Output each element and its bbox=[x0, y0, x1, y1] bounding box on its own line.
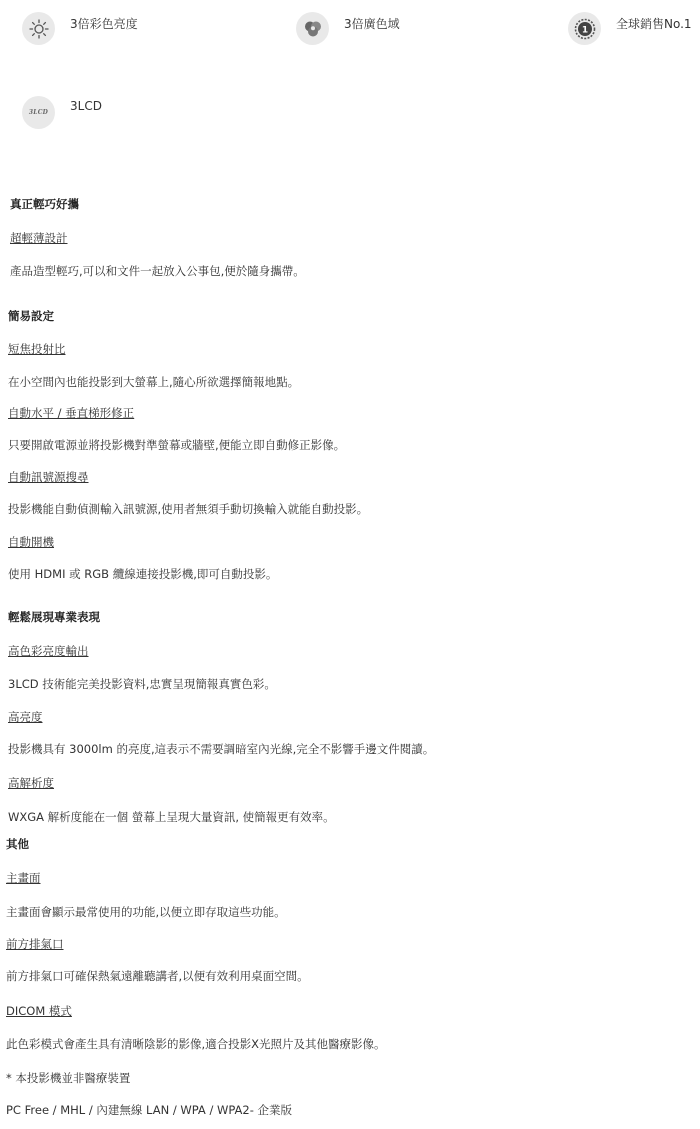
item-subtitle: 高亮度 bbox=[8, 710, 43, 724]
feature-label: 3LCD bbox=[70, 99, 102, 113]
number-one-badge-icon bbox=[568, 12, 601, 45]
section-title: 真正輕巧好攜 bbox=[10, 197, 79, 211]
section-title: 簡易設定 bbox=[8, 309, 54, 323]
item-description: 只要開啟電源並將投影機對準螢幕或牆壁,便能立即自動修正影像。 bbox=[8, 438, 346, 452]
feature-label: 3倍廣色域 bbox=[344, 17, 400, 31]
item-description: 投影機具有 3000lm 的亮度,這表示不需要調暗室內光線,完全不影響手邊文件閱讀。 bbox=[8, 742, 435, 756]
item-description: 產品造型輕巧,可以和文件一起放入公事包,便於隨身攜帶。 bbox=[10, 264, 305, 278]
feature-color-gamut bbox=[296, 12, 400, 45]
feature-global-sales bbox=[568, 12, 692, 45]
item-subtitle: 高色彩亮度輸出 bbox=[8, 644, 89, 658]
item-description: 此色彩模式會產生具有清晰陰影的影像,適合投影X光照片及其他醫療影像。 bbox=[6, 1037, 386, 1051]
item-description: 前方排氣口可確保熱氣遠離聽講者,以便有效利用桌面空間。 bbox=[6, 969, 309, 983]
3lcd-logo-text: 3LCD bbox=[28, 109, 49, 116]
item-subtitle: 主畫面 bbox=[6, 871, 41, 885]
item-subtitle: 高解析度 bbox=[8, 776, 54, 790]
feature-label: 3倍彩色亮度 bbox=[70, 17, 138, 31]
item-subtitle: 自動水平 / 垂直梯形修正 bbox=[8, 406, 135, 420]
color-gamut-icon bbox=[296, 12, 329, 45]
footnote: * 本投影機並非醫療裝置 bbox=[6, 1071, 131, 1085]
3lcd-logo-icon bbox=[22, 96, 55, 129]
item-description: 主畫面會顯示最常使用的功能,以便立即存取這些功能。 bbox=[6, 905, 286, 919]
item-description: 3LCD 技術能完美投影資料,忠實呈現簡報真實色彩。 bbox=[8, 677, 276, 691]
item-description: 在小空間內也能投影到大螢幕上,隨心所欲選擇簡報地點。 bbox=[8, 375, 300, 389]
item-subtitle: 自動訊號源搜尋 bbox=[8, 470, 89, 484]
svg-text:1: 1 bbox=[581, 25, 588, 35]
feature-label: 全球銷售No.1 bbox=[616, 17, 692, 31]
feature-color-brightness bbox=[22, 12, 138, 45]
section-title: 輕鬆展現專業表現 bbox=[8, 610, 100, 624]
extra-features-text: PC Free / MHL / 內建無線 LAN / WPA / WPA2- 企業版 bbox=[6, 1103, 293, 1117]
item-subtitle: 短焦投射比 bbox=[8, 342, 66, 356]
feature-3lcd bbox=[22, 96, 102, 129]
item-description: 使用 HDMI 或 RGB 纜線連接投影機,即可自動投影。 bbox=[8, 567, 278, 581]
item-description: 投影機能自動偵測輸入訊號源,使用者無須手動切換輸入就能自動投影。 bbox=[8, 502, 369, 516]
item-subtitle: 前方排氣口 bbox=[6, 937, 64, 951]
item-subtitle: DICOM 模式 bbox=[6, 1004, 72, 1018]
item-description: WXGA 解析度能在一個 螢幕上呈現大量資訊, 使簡報更有效率。 bbox=[8, 810, 335, 824]
sun-icon bbox=[22, 12, 55, 45]
section-title: 其他 bbox=[6, 837, 29, 851]
item-subtitle: 自動開機 bbox=[8, 535, 54, 549]
item-subtitle: 超輕薄設計 bbox=[10, 231, 68, 245]
